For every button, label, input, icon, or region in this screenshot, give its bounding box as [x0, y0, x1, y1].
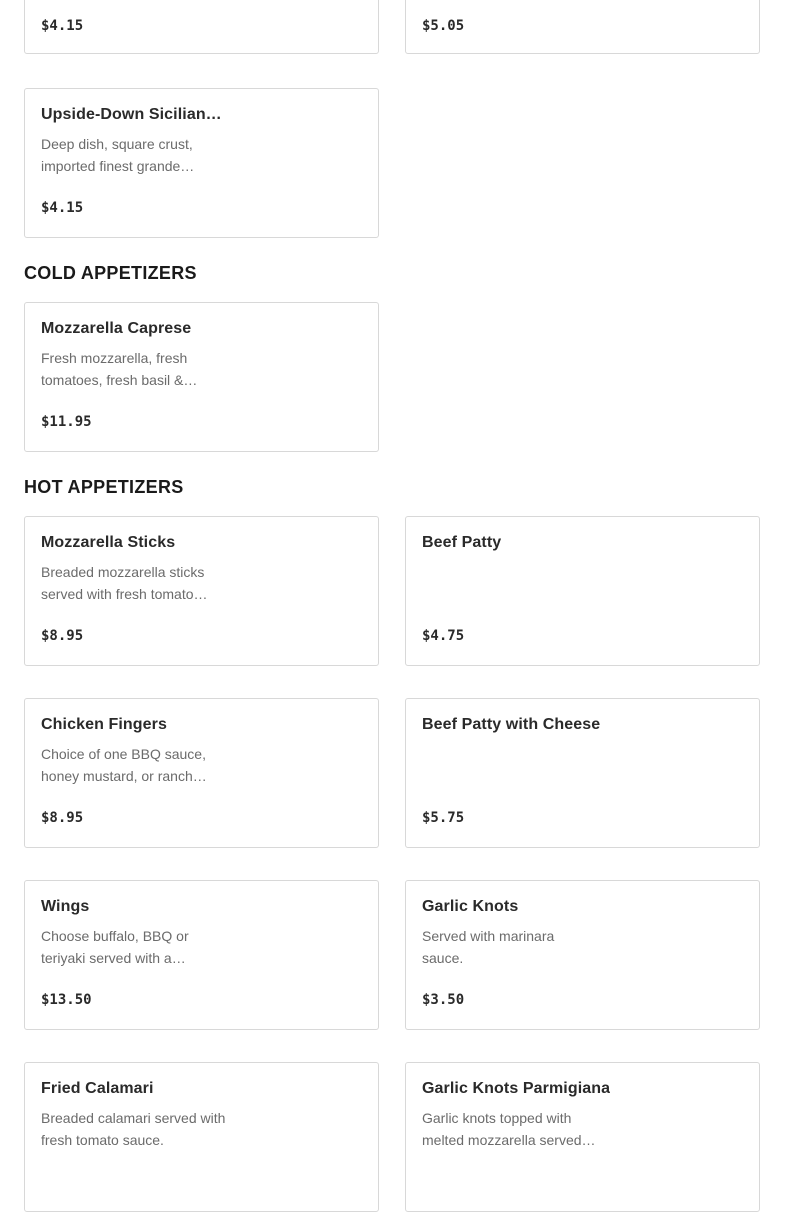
menu-item-card[interactable] [24, 1062, 379, 1212]
section-heading-cold-appetizers: COLD APPETIZERS [24, 263, 197, 283]
item-price: $4.15 [41, 200, 84, 216]
menu-item-card[interactable] [405, 516, 760, 666]
item-price: $11.95 [41, 414, 92, 430]
item-description: Fresh mozzarella, fresh tomatoes, fresh basil &… [41, 350, 198, 388]
item-description: Breaded calamari served with fresh tomato sauce. [41, 1110, 226, 1148]
menu-item-card[interactable] [24, 516, 379, 666]
section-heading-hot-appetizers: HOT APPETIZERS [24, 477, 184, 497]
item-description: Garlic knots topped with melted mozzarella served… [422, 1110, 596, 1148]
menu-item-card[interactable] [405, 0, 760, 54]
item-title: Mozzarella Sticks [41, 534, 176, 551]
menu-item-card[interactable] [24, 0, 379, 54]
item-price: $8.95 [41, 628, 84, 644]
item-price: $8.95 [41, 810, 84, 826]
menu-item-card[interactable] [24, 698, 379, 848]
item-description: Served with marinara sauce. [422, 928, 555, 966]
menu-item-card[interactable] [24, 880, 379, 1030]
item-title: Fried Calamari [41, 1080, 154, 1097]
item-title: Mozzarella Caprese [41, 320, 192, 337]
item-price: $5.05 [422, 18, 465, 34]
item-price: $3.50 [422, 992, 465, 1008]
item-description: Choice of one BBQ sauce, honey mustard, or ranch… [41, 746, 207, 784]
menu-item-card[interactable] [405, 1062, 760, 1212]
menu-item-card[interactable] [405, 880, 760, 1030]
item-title: Wings [41, 898, 90, 915]
menu-item-card[interactable] [24, 302, 379, 452]
item-price: $4.75 [422, 628, 465, 644]
item-title: Garlic Knots [422, 898, 519, 915]
menu-item-card[interactable] [24, 88, 379, 238]
item-title: Beef Patty with Cheese [422, 716, 601, 733]
item-price: $13.50 [41, 992, 92, 1008]
item-title: Beef Patty [422, 534, 502, 551]
item-title: Upside-Down Sicilian… [41, 106, 222, 123]
item-title: Garlic Knots Parmigiana [422, 1080, 611, 1097]
item-description: Deep dish, square crust, imported finest grande… [41, 136, 195, 174]
item-title: Chicken Fingers [41, 716, 167, 733]
menu-item-card[interactable] [405, 698, 760, 848]
item-description: Breaded mozzarella sticks served with fresh tomato… [41, 564, 208, 602]
item-description: Choose buffalo, BBQ or teriyaki served with a… [41, 928, 189, 966]
item-price: $5.75 [422, 810, 465, 826]
item-price: $4.15 [41, 18, 84, 34]
